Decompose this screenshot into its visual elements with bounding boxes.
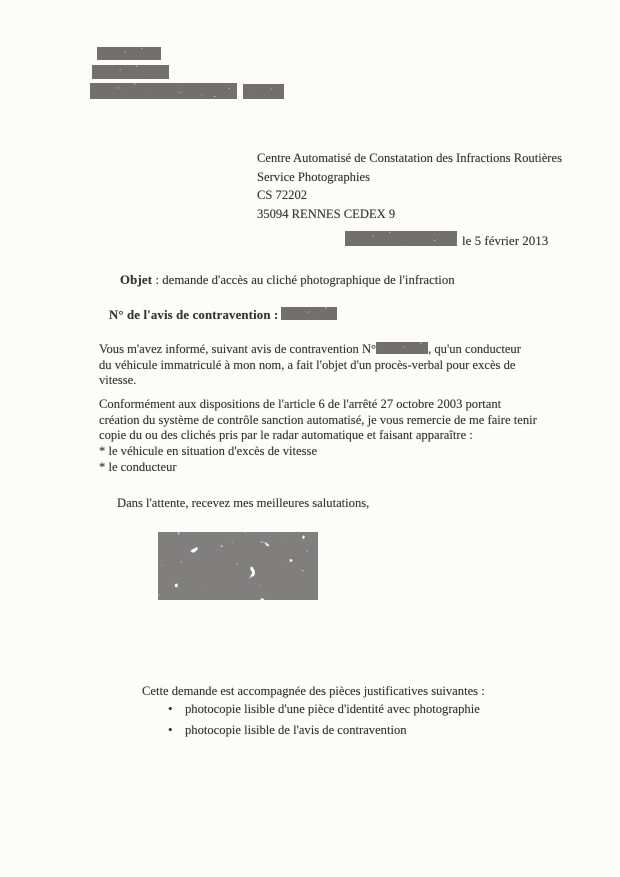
- recipient-line: 35094 RENNES CEDEX 9: [257, 206, 396, 221]
- redacted-sender-line-1: [97, 47, 161, 60]
- bullet-icon: •: [168, 701, 173, 716]
- paragraph-1-line-3: vitesse.: [99, 373, 137, 388]
- paragraph-2-line-3: copie du ou des clichés pris par le radar automatique et faisant apparaître :: [99, 428, 473, 443]
- attachment-item-text: photocopie lisible de l'avis de contravention: [185, 722, 407, 737]
- paragraph-2-line-2: création du système de contrôle sanction automatisé, je vous remercie de me faire tenir: [99, 412, 537, 427]
- date-text: le 5 février 2013: [462, 233, 549, 248]
- redacted-sender-line-2: [92, 65, 169, 79]
- paragraph-1-line-2: du véhicule immatriculé à mon nom, a fait l'objet d'un procès-verbal pour excès de: [99, 357, 516, 372]
- redacted-notice-number-inline: [376, 342, 428, 354]
- recipient-line: Service Photographies: [257, 169, 370, 184]
- subject-label: Objet: [120, 273, 153, 287]
- attachments-heading: Cette demande est accompagnée des pièces justificatives suivantes :: [142, 684, 485, 698]
- recipient-line: Centre Automatisé de Constatation des Infractions Routières: [257, 151, 562, 165]
- date-line: [345, 231, 548, 249]
- notice-number-line: [109, 307, 337, 323]
- closing-salutation: Dans l'attente, recevez mes meilleures salutations,: [117, 496, 370, 510]
- recipient-line: CS 72202: [257, 188, 308, 203]
- asterisk-item-driver: * le conducteur: [99, 459, 177, 474]
- attachment-item-text: photocopie lisible d'une pièce d'identité avec photographie: [185, 702, 480, 716]
- paragraph-2-line-1: Conformément aux dispositions de l'article 6 de l'arrêté 27 octobre 2003 portant: [99, 397, 502, 411]
- attachment-item: [168, 699, 485, 720]
- redacted-city: [345, 231, 457, 246]
- subject-text: : demande d'accès au cliché photographique de l'infraction: [152, 273, 455, 287]
- redacted-sender-line-3a: [90, 83, 237, 99]
- paragraph-2: [99, 397, 537, 476]
- redacted-sender-line-3b: [243, 84, 284, 99]
- paragraph-1-line-1: Vous m'avez informé, suivant avis de contravention N° , qu'un conducteur: [99, 342, 521, 356]
- notice-number-label: N° de l'avis de contravention :: [109, 308, 279, 322]
- attachments-section: [142, 684, 485, 740]
- subject-line: [120, 273, 455, 288]
- paragraph-1: [99, 342, 521, 389]
- recipient-address-block: [257, 149, 562, 223]
- redacted-signature: [158, 532, 318, 600]
- asterisk-item-vehicle: * le véhicule en situation d'excès de vitesse: [99, 444, 318, 459]
- bullet-icon: •: [168, 721, 173, 737]
- redacted-notice-number: [281, 307, 337, 320]
- attachment-item: [168, 720, 485, 741]
